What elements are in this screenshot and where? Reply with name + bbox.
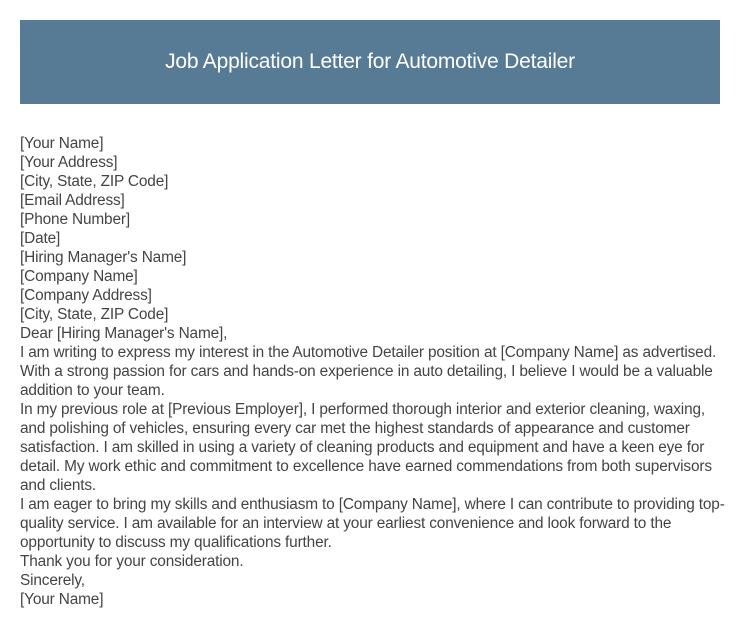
sender-name: [Your Name] — [20, 135, 104, 152]
paragraph-interest: I am eager to bring my skills and enthusiasm to [Company Name], where I can contribute to providing top-quality service. I am available for an interview at your earliest convenience and look forward to the opportunity to discuss my qualifications further. — [20, 496, 725, 551]
paragraph-experience: In my previous role at [Previous Employer], I performed thorough interior and exterior cleaning, waxing, and polishing of vehicles, ensuring every car met the highest standards of appearance and customer satisfaction. I am skilled in using a variety of cleaning products and equipment and have a keen eye for detail. My work ethic and commitment to excellence have earned commendations from both supervisors and clients. — [20, 401, 712, 494]
recipient-name: [Hiring Manager's Name] — [20, 249, 187, 266]
recipient-company: [Company Name] — [20, 268, 138, 285]
sender-phone: [Phone Number] — [20, 211, 130, 228]
recipient-address: [Company Address] — [20, 287, 152, 304]
paragraph-intro: I am writing to express my interest in the Automotive Detailer position at [Company Name] as advertised. With a strong passion for cars and hands-on experience in auto detailing, I believe I would be a valuable addition to your team. — [20, 344, 717, 399]
signature: [Your Name] — [20, 591, 104, 608]
letter-body — [20, 134, 725, 609]
sender-email: [Email Address] — [20, 192, 125, 209]
title-banner — [20, 20, 720, 104]
letter-date: [Date] — [20, 230, 61, 247]
sender-city-state-zip: [City, State, ZIP Code] — [20, 173, 169, 190]
paragraph-thanks: Thank you for your consideration. — [20, 553, 244, 570]
recipient-city-state-zip: [City, State, ZIP Code] — [20, 306, 169, 323]
closing: Sincerely, — [20, 572, 85, 589]
salutation: Dear [Hiring Manager's Name], — [20, 325, 228, 342]
sender-address: [Your Address] — [20, 154, 118, 171]
page-title: Job Application Letter for Automotive Detailer — [165, 50, 575, 73]
